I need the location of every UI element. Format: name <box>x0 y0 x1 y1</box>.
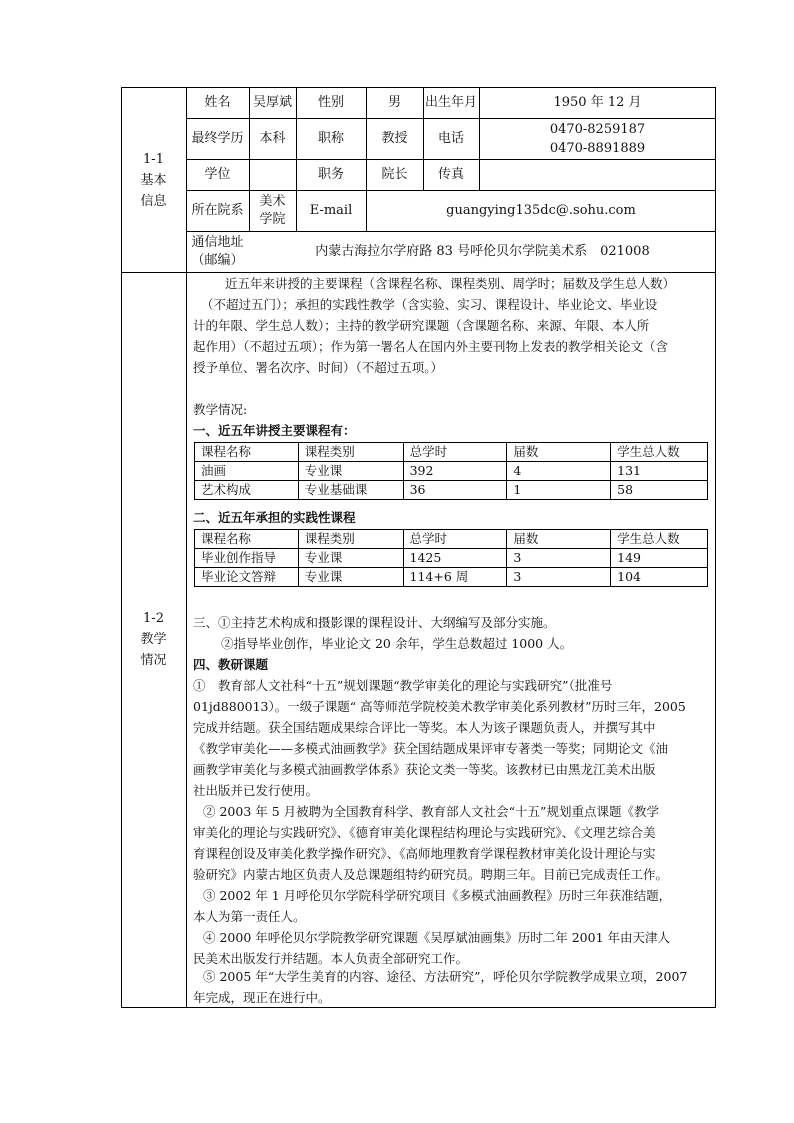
phone-1: 0470-8259187 <box>549 121 646 137</box>
table-header: 课程名称 <box>195 443 299 462</box>
table-cell: 36 <box>403 481 507 500</box>
heading-practice: 二、近五年承担的实践性课程 <box>193 510 356 525</box>
address-label-line: 通信地址 <box>191 234 244 250</box>
address-value: 内蒙古海拉尔学府路 83 号呼伦贝尔学院美术系 021008 <box>315 243 650 259</box>
email-value: guangying135dc@.sohu.com <box>446 202 636 218</box>
phone-values <box>479 118 716 159</box>
research-item-2 <box>193 801 711 885</box>
gender-label: 性别 <box>317 94 344 110</box>
section-title-line: 教学 <box>140 632 167 647</box>
table-cell: 专业课 <box>298 462 403 481</box>
table-header-row <box>195 443 708 462</box>
table-cell: 104 <box>611 568 708 587</box>
table-cell: 114+6 周 <box>403 568 507 587</box>
table-cell: 毕业论文答辩 <box>195 568 299 587</box>
research-line: 《教学审美化——多模式油画教学》获全国结题成果评审专著类一等奖；同期论文《油 <box>193 741 669 756</box>
research-line: 社出版并已发行使用。 <box>193 783 319 798</box>
table-header: 届数 <box>507 530 611 549</box>
department-line: 学院 <box>259 211 286 227</box>
research-line: ⑤ 2005 年“大学生美育的内容、途径、方法研究”，呼伦贝尔学院教学成果立项，2007 <box>203 969 688 984</box>
table-cell: 4 <box>507 462 611 481</box>
table-cell: 艺术构成 <box>195 481 299 500</box>
education-label: 最终学历 <box>191 130 244 146</box>
research-line: ② 2003 年 5 月被聘为全国教育科学、教育部人文社会“十五”规划重点课题《教学 <box>203 804 659 819</box>
phone-label: 电话 <box>437 130 464 146</box>
name-label: 姓名 <box>204 94 231 110</box>
table-cell: 专业课 <box>298 568 403 587</box>
section-three-line: 三、①主持艺术构成和摄影课的课程设计、大纲编写及部分实施。 <box>193 615 556 630</box>
section-1-1-label <box>121 149 186 212</box>
post-label: 职务 <box>317 166 344 182</box>
heading-courses: 一、近五年讲授主要课程有： <box>193 423 356 438</box>
teaching-label: 教学情况: <box>193 402 248 417</box>
table-cell: 1 <box>507 481 611 500</box>
research-line: 画教学审美化与多模式油画教学体系》获论文类一等奖。该教材已由黑龙江美术出版 <box>193 762 656 777</box>
table-cell: 131 <box>611 462 708 481</box>
instruction-line: 近五年来讲授的主要课程（含课程名称、课程类别、周学时；届数及学生总人数） <box>225 276 676 291</box>
section-three <box>193 612 711 654</box>
table-row <box>195 481 708 500</box>
table-cell: 3 <box>507 568 611 587</box>
degree-value <box>249 159 296 190</box>
department-line: 美术 <box>259 193 286 209</box>
title-label: 职称 <box>317 130 344 146</box>
fax-label: 传真 <box>437 166 464 182</box>
table-cell: 专业课 <box>298 549 403 568</box>
research-item-5 <box>193 966 711 1008</box>
section-three-line: ②指导毕业创作，毕业论文 20 余年，学生总数超过 1000 人。 <box>221 636 573 651</box>
table-cell: 专业基础课 <box>298 481 403 500</box>
table-cell: 149 <box>611 549 708 568</box>
table-header: 总学时 <box>403 443 507 462</box>
research-item-4 <box>193 927 711 969</box>
birth-value: 1950 年 12 月 <box>553 94 642 110</box>
table-header: 课程类别 <box>298 530 403 549</box>
instruction-line: 起作用）（不超过五项）；作为第一署名人在国内外主要刊物上发表的教学相关论文（含 <box>193 339 669 354</box>
education-value: 本科 <box>259 130 286 146</box>
section-number: 1-2 <box>143 611 164 626</box>
research-line: 民美术出版发行并结题。本人负责全部研究工作。 <box>193 951 469 966</box>
department-label: 所在院系 <box>191 202 244 218</box>
table-header: 课程类别 <box>298 443 403 462</box>
birth-label: 出生年月 <box>424 94 477 110</box>
research-item-3 <box>193 885 711 927</box>
research-line: 年完成，现正在进行中。 <box>193 990 331 1005</box>
research-line: ③ 2002 年 1 月呼伦贝尔学院科学研究项目《多模式油画教程》历时三年获准结题， <box>203 888 672 903</box>
research-line: ① 教育部人文社科“十五”规划课题“教学审美化的理论与实践研究”（批准号 <box>193 678 613 693</box>
section-title-line: 基本 <box>140 173 167 188</box>
table-header-row <box>195 530 708 549</box>
table-header: 总学时 <box>403 530 507 549</box>
gender-value: 男 <box>387 94 401 110</box>
research-line: 育课程创设及审美化教学操作研究》、《高师地理教育学课程教材审美化设计理论与实 <box>193 846 656 861</box>
table-cell: 1425 <box>403 549 507 568</box>
practice-table <box>194 529 708 587</box>
section-1-2-label <box>121 608 186 671</box>
address-label <box>186 231 249 272</box>
instructions-paragraph <box>193 273 711 378</box>
table-header: 学生总人数 <box>611 443 708 462</box>
section-title-line: 情况 <box>140 653 167 668</box>
title-value: 教授 <box>381 130 408 146</box>
research-line: 完成并结题。获全国结题成果综合评比一等奖。本人为该子课题负责人，并撰写其中 <box>193 720 656 735</box>
research-line: 01jd880013）。一级子课题“ 高等师范学院校美术教学审美化系列教材”历时三年，2005 <box>193 699 686 714</box>
degree-label: 学位 <box>204 166 231 182</box>
email-label: E-mail <box>309 202 353 218</box>
table-header: 学生总人数 <box>611 530 708 549</box>
research-line: 验研究》内蒙古地区负责人及总课题组特约研究员。聘期三年。目前已完成责任工作。 <box>193 867 669 882</box>
research-line: 审美化的理论与实践研究》、《德育审美化课程结构理论与实践研究》、《文理艺综合美 <box>193 825 656 840</box>
courses-table <box>194 442 708 500</box>
table-header: 届数 <box>507 443 611 462</box>
table-cell: 392 <box>403 462 507 481</box>
table-row <box>195 568 708 587</box>
instruction-line: 计的年限、学生总人数）；主持的教学研究课题（含课题名称、来源、年限、本人所 <box>193 318 650 333</box>
post-value: 院长 <box>381 166 408 182</box>
instruction-line: （不超过五门）；承担的实践性教学（含实验、实习、课程设计、毕业论文、毕业设 <box>201 297 658 312</box>
table-header: 课程名称 <box>195 530 299 549</box>
section-title-line: 信息 <box>140 194 167 209</box>
instruction-line: 授予单位、署名次序、时间）（不超过五项。） <box>193 360 444 375</box>
department-value <box>249 190 296 231</box>
fax-value <box>479 159 716 190</box>
table-cell: 3 <box>507 549 611 568</box>
research-line: ④ 2000 年呼伦贝尔学院教学研究课题《吴厚斌油画集》历时二年 2001 年由天津人 <box>203 930 671 945</box>
heading-research: 四、教研课题 <box>193 657 269 672</box>
address-label-line: （邮编） <box>191 252 244 268</box>
research-line: 本人为第一责任人。 <box>193 909 306 924</box>
table-row <box>195 462 708 481</box>
table-cell: 毕业创作指导 <box>195 549 299 568</box>
table-row <box>195 549 708 568</box>
name-value: 吴厚斌 <box>252 94 292 110</box>
table-cell: 油画 <box>195 462 299 481</box>
phone-2: 0470-8891889 <box>549 140 646 156</box>
table-cell: 58 <box>611 481 708 500</box>
section-number: 1-1 <box>143 152 164 167</box>
research-item-1 <box>193 675 711 801</box>
